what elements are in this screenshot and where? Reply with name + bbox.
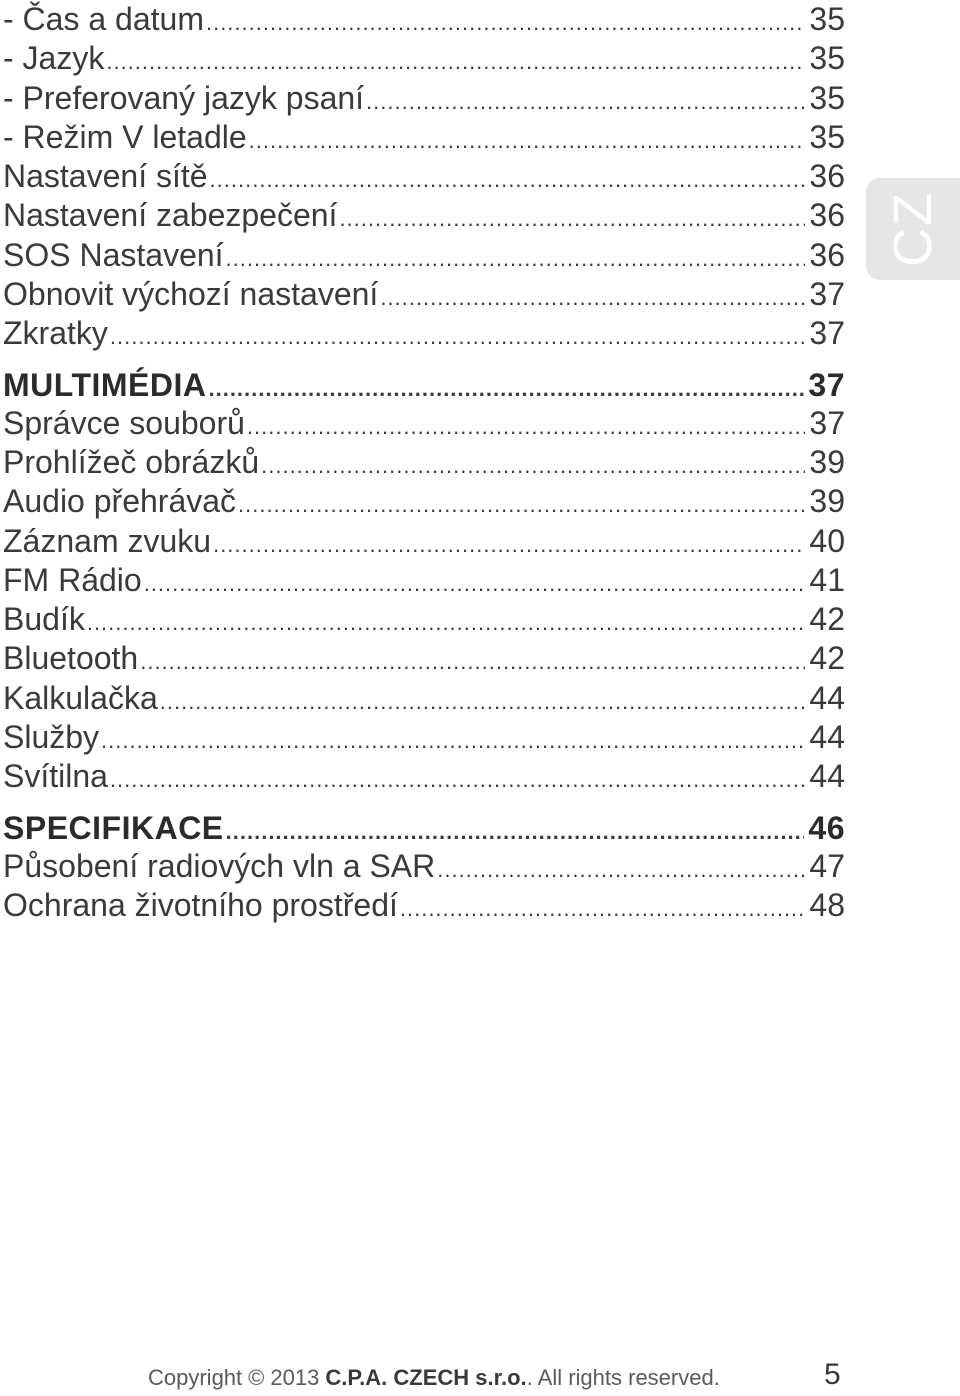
toc-entry-page: 35 — [809, 79, 845, 116]
toc-entry[interactable] — [3, 757, 845, 796]
footer — [148, 1360, 848, 1396]
toc-section-heading[interactable] — [3, 806, 845, 851]
toc-dot-leader — [247, 407, 805, 446]
toc-entry[interactable] — [3, 718, 845, 757]
toc-entry-title: - Preferovaný jazyk psaní — [3, 79, 365, 116]
toc-entry[interactable] — [3, 196, 845, 235]
toc-entry[interactable] — [3, 275, 845, 314]
toc-dot-leader — [213, 525, 805, 564]
toc-entry[interactable] — [3, 404, 845, 443]
toc-entry-title: Kalkulačka — [3, 679, 158, 716]
toc-entry-page: 47 — [809, 847, 845, 884]
toc-entry-page: 36 — [809, 197, 845, 234]
toc-section-heading[interactable] — [3, 363, 845, 408]
copyright-prefix: Copyright — [148, 1365, 243, 1390]
toc-entry-page: 46 — [808, 809, 845, 846]
copyright-symbol: © — [248, 1365, 265, 1390]
toc-entry[interactable] — [3, 561, 845, 600]
toc-entry-title: MULTIMÉDIA — [3, 366, 207, 403]
toc-dot-leader — [210, 160, 806, 199]
toc-entry-title: - Režim V letadle — [3, 118, 247, 155]
toc-entry-title: Obnovit výchozí nastavení — [3, 276, 379, 313]
toc-entry-title: Nastavení sítě — [3, 158, 208, 195]
toc-entry[interactable] — [3, 482, 845, 521]
toc-entry-page: 44 — [809, 758, 845, 795]
toc-dot-leader — [110, 317, 806, 356]
toc-entry[interactable] — [3, 79, 845, 118]
toc-entry-page: 44 — [809, 719, 845, 756]
toc-entry[interactable] — [3, 236, 845, 275]
toc-entry-page: 37 — [808, 366, 845, 403]
toc-entry-page: 37 — [809, 276, 845, 313]
toc-entry-page: 42 — [809, 640, 845, 677]
table-of-contents — [3, 0, 845, 925]
page-number: 5 — [824, 1358, 841, 1391]
toc-entry[interactable] — [3, 0, 845, 39]
toc-entry[interactable] — [3, 314, 845, 353]
toc-entry[interactable] — [3, 847, 845, 886]
toc-entry-title: Audio přehrávač — [3, 483, 237, 520]
toc-entry-page: 37 — [809, 315, 845, 352]
toc-entry-title: Prohlížeč obrázků — [3, 443, 260, 480]
toc-dot-leader — [249, 121, 806, 160]
copyright-suffix: . All rights reserved. — [526, 1365, 720, 1390]
toc-entry-title: SOS Nastavení — [3, 236, 224, 273]
toc-entry-page: 48 — [809, 886, 845, 923]
toc-entry-page: 39 — [809, 483, 845, 520]
copyright-year: 2013 — [270, 1365, 320, 1390]
toc-dot-leader — [400, 889, 806, 928]
toc-dot-leader — [208, 366, 804, 411]
toc-entry-title: - Čas a datum — [3, 1, 204, 37]
language-tab-label: CZ — [882, 191, 943, 267]
language-tab — [866, 178, 960, 280]
toc-entry-title: Nastavení zabezpečení — [3, 197, 338, 234]
toc-entry[interactable] — [3, 39, 845, 78]
toc-entry[interactable] — [3, 600, 845, 639]
toc-entry-page: 35 — [809, 118, 845, 155]
toc-entry-title: Působení radiových vln a SAR — [3, 847, 436, 884]
toc-entry-title: - Jazyk — [3, 40, 105, 77]
company-name: C.P.A. CZECH s.r.o. — [325, 1365, 527, 1390]
toc-dot-leader — [380, 278, 805, 317]
toc-entry-page: 36 — [809, 158, 845, 195]
toc-entry[interactable] — [3, 443, 845, 482]
toc-dot-leader — [110, 760, 805, 799]
toc-dot-leader — [140, 642, 805, 681]
toc-entry[interactable] — [3, 118, 845, 157]
toc-entry-title: Ochrana životního prostředí — [3, 886, 398, 923]
toc-entry-title: Služby — [3, 719, 100, 756]
toc-dot-leader — [87, 603, 806, 642]
toc-entry-page: 39 — [809, 443, 845, 480]
toc-entry-page: 37 — [809, 404, 845, 441]
toc-entry[interactable] — [3, 679, 845, 718]
toc-dot-leader — [101, 721, 805, 760]
toc-entry-title: Svítilna — [3, 758, 108, 795]
toc-entry-page: 42 — [809, 601, 845, 638]
toc-dot-leader — [206, 3, 805, 42]
toc-entry-title: FM Rádio — [3, 561, 142, 598]
toc-entry-title: Správce souborů — [3, 404, 245, 441]
toc-dot-leader — [238, 485, 805, 524]
toc-entry-page: 44 — [809, 679, 845, 716]
toc-dot-leader — [437, 850, 805, 889]
toc-dot-leader — [366, 82, 805, 121]
toc-dot-leader — [106, 42, 805, 81]
toc-entry-page: 41 — [809, 561, 845, 598]
toc-dot-leader — [261, 446, 805, 485]
toc-entry-title: Bluetooth — [3, 640, 139, 677]
toc-dot-leader — [226, 239, 806, 278]
toc-entry[interactable] — [3, 639, 845, 678]
toc-dot-leader — [339, 199, 805, 238]
toc-entry-page: 35 — [809, 40, 845, 77]
toc-entry-page: 40 — [809, 522, 845, 559]
toc-dot-leader — [160, 682, 806, 721]
toc-dot-leader — [144, 564, 806, 603]
toc-entry-title: Záznam zvuku — [3, 522, 212, 559]
toc-entry[interactable] — [3, 886, 845, 925]
toc-entry-title: SPECIFIKACE — [3, 809, 224, 846]
toc-entry[interactable] — [3, 157, 845, 196]
toc-entry-page: 36 — [809, 236, 845, 273]
toc-entry[interactable] — [3, 522, 845, 561]
toc-entry-page: 35 — [809, 1, 845, 37]
toc-entry-title: Budík — [3, 601, 85, 638]
toc-entry-title: Zkratky — [3, 315, 108, 352]
